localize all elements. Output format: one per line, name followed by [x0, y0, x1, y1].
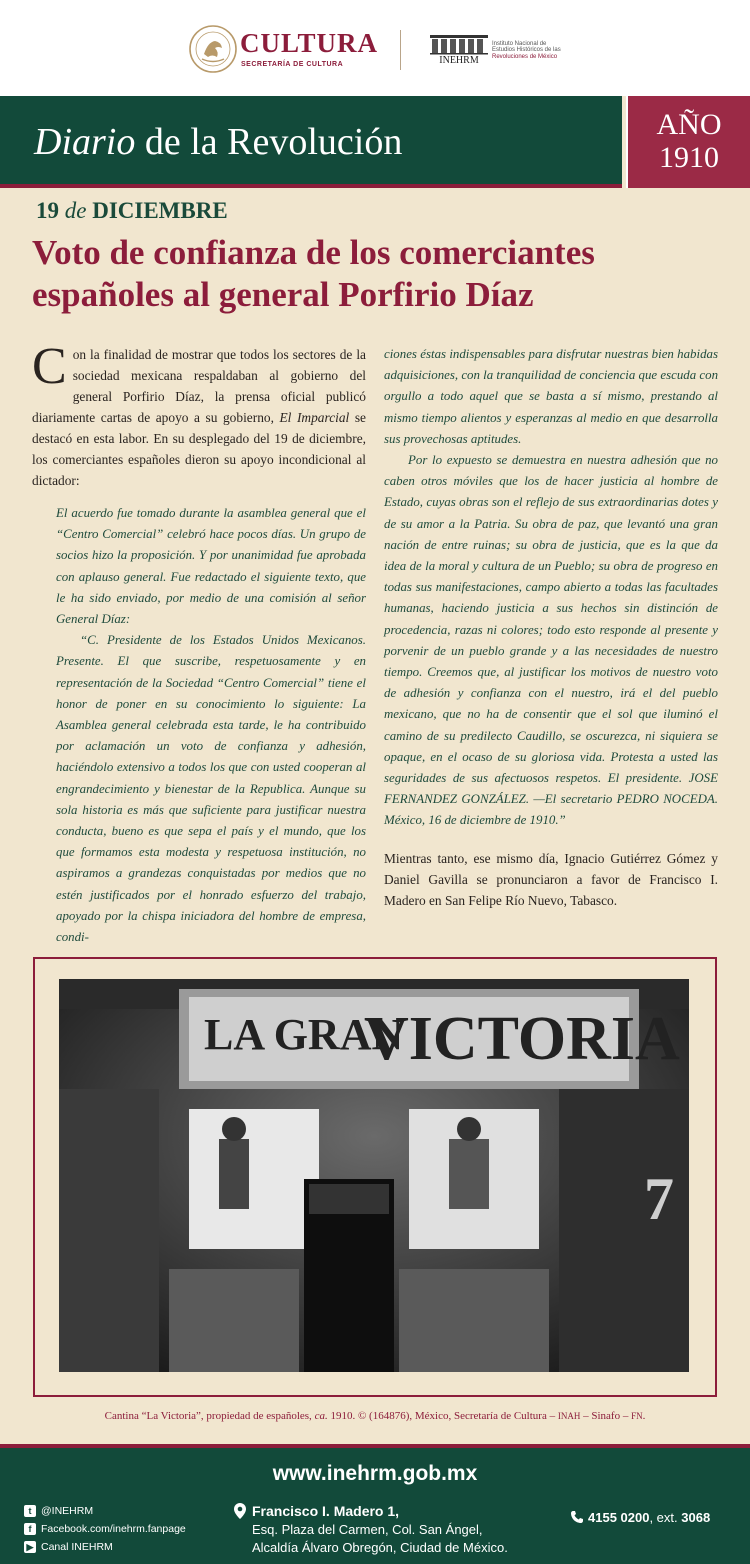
- inehrm-line-1: Instituto Nacional de: [492, 41, 547, 47]
- intro-paragraph: [32, 338, 366, 491]
- facebook-icon: f: [24, 1523, 36, 1535]
- series-title-italic: Diario: [34, 121, 136, 163]
- article-headline: Voto de confianza de los comerciantes españoles al general Porfirio Díaz: [32, 233, 595, 314]
- twitter-handle: @INEHRM: [41, 1505, 94, 1517]
- top-header: [0, 0, 750, 96]
- location-pin-icon: [234, 1503, 246, 1519]
- intro-text-a: on la finalidad de mostrar que todos los sectores de la sociedad mexicana respaldaban al gobierno del general Porfirio Díaz, la prensa oficial publicó diariamente cartas de apoyo a su gobierno,: [32, 347, 366, 425]
- social-links: [24, 1502, 186, 1556]
- caption-inah: INAH: [557, 1411, 581, 1421]
- date-month: DICIEMBRE: [92, 198, 228, 223]
- caption-text-d: .: [642, 1410, 646, 1422]
- year-badge: [626, 96, 750, 188]
- mexico-eagle-seal-icon: [188, 24, 238, 74]
- cultura-subtitle: SECRETARÍA DE CULTURA: [241, 61, 344, 68]
- quote-paragraph-2-part-1: “C. Presidente de los Estados Unidos Mexicanos. Presente. El que suscribe, respetuosamente y en representación de la Sociedad “Centro Comercial” tiene el honor de poner en su conocimiento lo siguiente: La Asamblea general celebrada esta tarde, le ha contribuido por aclamación un voto de confianza y adhesión, haciéndolo extensivo a todos los que con usted cooperan al engrandecimiento y bienestar de la Republica. Aunque su sola historia es más que suficiente para justificar nuestra conducta, bueno es que sepa el país y el mundo, que los que formamos esta modesta y respetuosa institución, no aspiramos a grandezas conquistadas por medios que no estén justificados por el honrado esfuerzo del trabajo, apoyado por la chispa iniciadora del hombre de empresa, condi-: [56, 633, 366, 945]
- address-street: Francisco I. Madero 1,: [252, 1503, 400, 1519]
- caption-text-c: – Sinafo –: [580, 1410, 632, 1422]
- historic-photo: [59, 979, 689, 1372]
- phone-ext-label: , ext.: [649, 1510, 682, 1525]
- quote-paragraph-3: Por lo expuesto se demuestra en nuestra adhesión que no caben otros móviles que los de hacer justicia al hombre de Estado, cuyas obras son el reflejo de sus extraordinarias dotes y de su amor a la Patria. Su obra de paz, que levantó una gran nación de entre ruinas; su obra de justicia, que es la que da idea de la moral y cultura de un Pueblo; su obra de progreso en todas sus manifestaciones, campo abierto a todas las facultades humanas, haciendo justicia a sus hechos sin distinción de procedencia, razas ni colores; todo esto responde al presente y porvenir de un pueblo grande y a las necesidades de nuestro tiempo. Creemos que, al justificar los motivos de nuestro voto de adhesión y confianza con el nuestro, irá el del pueblo mexicano, que no ha de consentir que el sol que iluminó el camino de su predilecto Caudillo, se oscurezca, ni siquiera se opaque, en el ocaso de su gloriosa vida. Protesta a usted las seguridades de sus afectuosos respetos. El presidente. JOSE FERNANDEZ GONZÁLEZ. —El secretario PEDRO NOCEDA. México, 16 de diciembre de 1910.”: [384, 453, 718, 828]
- sign-text-victoria: VICTORIA: [364, 1005, 680, 1073]
- phone-ext: 3068: [681, 1510, 711, 1525]
- phone-main: 4155 0200: [588, 1510, 650, 1525]
- letter-quote-start: [32, 503, 366, 948]
- inehrm-line-2: Estudios Históricos de las: [492, 47, 561, 54]
- inehrm-institute-name: [492, 41, 582, 60]
- facebook-url: Facebook.com/inehrm.fanpage: [41, 1523, 186, 1535]
- caption-fn: FN: [631, 1411, 643, 1421]
- year-value: 1910: [659, 141, 719, 174]
- address-line-3: Alcaldía Álvaro Obregón, Ciudad de México.: [252, 1540, 508, 1555]
- caption-text-b: 1910. © (164876), México, Secretaría de Cultura –: [327, 1410, 558, 1422]
- quote-paragraph-2-part-2: ciones éstas indispensables para disfrutar nuestras bien habidas adquisiciones, con la tranquilidad de conciencia que escuda con orgullo a todo aquel que se basta a sí mismo, prestando al mismo tiempo alientos y esperanzas al medio en que desarrolla sus provechosas aptitudes.: [384, 347, 719, 446]
- inehrm-line-3: Revoluciones de México: [492, 53, 558, 60]
- twitter-icon: t: [24, 1505, 36, 1517]
- youtube-icon: ▶: [24, 1541, 36, 1553]
- address-line-2: Esq. Plaza del Carmen, Col. San Ángel,: [252, 1522, 483, 1537]
- website-link[interactable]: www.inehrm.gob.mx: [272, 1462, 478, 1485]
- photo-caption: [0, 1410, 750, 1422]
- year-label: AÑO: [656, 108, 722, 141]
- closing-paragraph: Mientras tanto, ese mismo día, Ignacio Gutiérrez Gómez y Daniel Gavilla se pronunciaron a favor de Francisco I. Madero en San Felipe Río Nuevo, Tabasco.: [384, 850, 718, 908]
- date-connector: de: [64, 198, 87, 223]
- facebook-link[interactable]: [24, 1520, 186, 1538]
- footer: [0, 1444, 750, 1564]
- phone-icon: [570, 1510, 584, 1524]
- sign-text-la-gran: LA GRAN: [204, 1010, 404, 1059]
- article-column-right: [384, 344, 718, 911]
- article-date: [36, 198, 228, 224]
- caption-circa: ca.: [314, 1410, 328, 1422]
- caption-text-a: Cantina “La Victoria”, propiedad de españoles,: [104, 1410, 315, 1422]
- inehrm-logo-text: INEHRM: [439, 55, 479, 65]
- youtube-channel: Canal INEHRM: [41, 1541, 113, 1553]
- intro-text-b: se destacó en esta labor. En su desplegado del 19 de diciembre, los comerciantes españoles dieron su apoyo incondicional al dictador:: [32, 410, 366, 488]
- door-number: 7: [644, 1166, 674, 1232]
- series-title: [34, 120, 402, 164]
- address: [252, 1502, 508, 1557]
- date-day: 19: [36, 198, 59, 223]
- series-banner: [0, 96, 622, 188]
- cantina-photo-illustration: [59, 979, 689, 1372]
- quote-paragraph-1: El acuerdo fue tomado durante la asamblea general que el “Centro Comercial” celebró hace pocos días. Un grupo de socios hizo la proposición. Y por unanimidad fue aprobada con aplauso general. Fue redactado el siguiente texto, que le ha sido enviado, por medio de una comisión al señor General Díaz:: [56, 506, 366, 627]
- drop-cap: C: [32, 338, 67, 395]
- article-column-left: [32, 338, 366, 948]
- inehrm-building-logo-icon: [428, 33, 490, 65]
- cultura-wordmark: CULTURA: [240, 28, 379, 58]
- series-title-rest: de la Revolución: [135, 121, 403, 163]
- phone-number[interactable]: [570, 1510, 710, 1525]
- header-divider: [400, 30, 401, 70]
- twitter-link[interactable]: [24, 1502, 186, 1520]
- letter-quote-continued: [384, 344, 718, 832]
- youtube-link[interactable]: [24, 1538, 186, 1556]
- newspaper-name: El Imparcial: [279, 410, 350, 425]
